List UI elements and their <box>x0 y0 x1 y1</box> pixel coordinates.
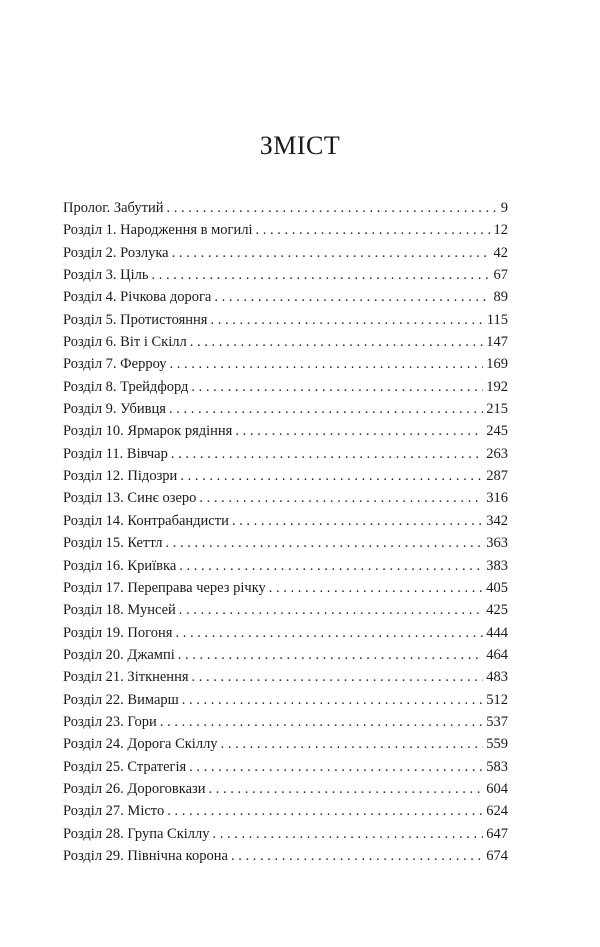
toc-dot-leader <box>199 490 483 507</box>
toc-entry <box>63 222 508 244</box>
toc-entry <box>63 334 508 356</box>
toc-entry-label: Розділ 11. Вівчар <box>63 445 168 462</box>
toc-entry-page-number: 559 <box>486 736 508 753</box>
toc-entry-label: Розділ 14. Контрабандисти <box>63 512 229 529</box>
toc-entry-label: Розділ 23. Гори <box>63 713 157 730</box>
toc-entry-page-number: 363 <box>486 535 508 552</box>
toc-entry-page-number: 316 <box>486 490 508 507</box>
toc-entry-label: Розділ 1. Народження в могилі <box>63 222 253 239</box>
toc-entry-page-number: 483 <box>486 669 508 686</box>
toc-entry <box>63 759 508 781</box>
toc-entry-page-number: 647 <box>486 825 508 842</box>
toc-dot-leader <box>166 535 484 552</box>
toc-dot-leader <box>178 647 484 664</box>
toc-entry <box>63 669 508 691</box>
toc-entry <box>63 379 508 401</box>
toc-dot-leader <box>179 558 483 575</box>
toc-entry-page-number: 147 <box>486 334 508 351</box>
toc-entry-page-number: 12 <box>493 222 508 239</box>
toc-entry-page-number: 67 <box>493 267 508 284</box>
toc-entry-label: Розділ 12. Підозри <box>63 468 178 485</box>
toc-entry-label: Пролог. Забутий <box>63 200 164 216</box>
toc-entry-label: Розділ 9. Убивця <box>63 401 166 418</box>
toc-entry-label: Розділ 3. Ціль <box>63 267 149 284</box>
toc-dot-leader <box>231 848 483 865</box>
toc-entry-label: Розділ 2. Розлука <box>63 244 169 261</box>
toc-entry-page-number: 287 <box>486 468 508 485</box>
toc-entry-label: Розділ 7. Ферроу <box>63 356 167 373</box>
toc-entry <box>63 781 508 803</box>
toc-dot-leader <box>232 513 483 530</box>
toc-entry <box>63 826 508 848</box>
toc-entry <box>63 625 508 647</box>
toc-entry-label: Розділ 27. Місто <box>63 803 165 820</box>
toc-entry <box>63 535 508 557</box>
toc-entry-page-number: 674 <box>486 847 508 864</box>
toc-entry <box>63 513 508 535</box>
toc-entry <box>63 423 508 445</box>
toc-entry-label: Розділ 25. Стратегія <box>63 758 187 775</box>
toc-entry-page-number: 342 <box>486 512 508 529</box>
toc-entry-label: Розділ 4. Річкова дорога <box>63 289 212 306</box>
toc-entry <box>63 289 508 311</box>
toc-entry-label: Розділ 5. Протистояння <box>63 311 208 328</box>
toc-entry-label: Розділ 20. Джампі <box>63 646 175 663</box>
toc-entry <box>63 602 508 624</box>
toc-dot-leader <box>180 468 483 485</box>
page-title: ЗМІСТ <box>259 131 341 160</box>
toc-entry-page-number: 604 <box>486 780 508 797</box>
toc-entry-page-number: 245 <box>486 423 508 440</box>
toc-entry-page-number: 425 <box>486 602 508 619</box>
toc-entry-page-number: 383 <box>486 557 508 574</box>
toc-entry-label: Розділ 24. Дорога Скіллу <box>63 736 218 753</box>
toc-entry <box>63 267 508 289</box>
toc-entry <box>63 714 508 736</box>
toc-dot-leader <box>189 759 483 776</box>
toc-dot-leader <box>235 423 483 440</box>
toc-entry-label: Розділ 26. Дороговкази <box>63 780 206 797</box>
toc-dot-leader <box>169 401 483 418</box>
toc-entry-label: Розділ 10. Ярмарок рядіння <box>63 423 233 440</box>
toc-dot-leader <box>210 312 483 329</box>
toc-dot-leader <box>209 781 484 798</box>
toc-entry-page-number: 583 <box>486 758 508 775</box>
toc-entry <box>63 200 508 222</box>
toc-entry <box>63 245 508 267</box>
toc-entry <box>63 446 508 468</box>
toc-entry-page-number: 42 <box>493 244 508 261</box>
toc-dot-leader <box>269 580 483 597</box>
toc-dot-leader <box>192 669 484 686</box>
toc-entry-page-number: 192 <box>486 378 508 395</box>
toc-entry-label: Розділ 28. Група Скіллу <box>63 825 210 842</box>
toc-dot-leader <box>171 446 483 463</box>
toc-entry-label: Розділ 21. Зіткнення <box>63 669 189 686</box>
toc-entry <box>63 312 508 334</box>
toc-dot-leader <box>191 379 483 396</box>
toc-entry-label: Розділ 29. Північна корона <box>63 847 228 864</box>
toc-entry-page-number: 405 <box>486 579 508 596</box>
toc-entry-page-number: 115 <box>486 311 508 328</box>
toc-entry-label: Розділ 17. Переправа через річку <box>63 579 266 596</box>
toc-entry-page-number: 464 <box>486 646 508 663</box>
toc-entry <box>63 803 508 825</box>
toc-dot-leader <box>221 736 484 753</box>
toc-entry-label: Розділ 13. Синє озеро <box>63 490 197 507</box>
toc-entry <box>63 558 508 580</box>
toc-entry <box>63 490 508 512</box>
toc-entry-page-number: 263 <box>486 445 508 462</box>
toc-dot-leader <box>182 692 483 709</box>
table-of-contents <box>63 200 508 870</box>
toc-dot-leader <box>175 625 483 642</box>
toc-entry-page-number: 9 <box>500 200 508 216</box>
toc-entry-page-number: 89 <box>493 289 508 306</box>
toc-dot-leader <box>214 289 490 306</box>
toc-dot-leader <box>172 245 491 262</box>
toc-dot-leader <box>167 803 483 820</box>
toc-entry <box>63 356 508 378</box>
toc-dot-leader <box>166 200 497 217</box>
toc-entry-label: Розділ 15. Кеттл <box>63 535 163 552</box>
toc-dot-leader <box>170 356 484 373</box>
toc-dot-leader <box>256 222 491 239</box>
toc-entry-page-number: 512 <box>486 691 508 708</box>
toc-entry <box>63 401 508 423</box>
toc-entry-page-number: 215 <box>486 401 508 418</box>
toc-entry <box>63 468 508 490</box>
toc-entry-label: Розділ 6. Віт і Скілл <box>63 334 187 351</box>
toc-entry-page-number: 537 <box>486 713 508 730</box>
toc-entry <box>63 647 508 669</box>
toc-entry-label: Розділ 16. Криївка <box>63 557 177 574</box>
toc-entry-page-number: 444 <box>486 624 508 641</box>
toc-entry <box>63 736 508 758</box>
toc-entry-label: Розділ 19. Погоня <box>63 624 173 641</box>
toc-dot-leader <box>152 267 491 284</box>
toc-dot-leader <box>190 334 484 351</box>
toc-entry-page-number: 169 <box>486 356 508 373</box>
toc-entry <box>63 848 508 870</box>
toc-entry <box>63 580 508 602</box>
toc-entry-page-number: 624 <box>486 803 508 820</box>
toc-entry <box>63 692 508 714</box>
toc-entry-label: Розділ 22. Вимарш <box>63 691 179 708</box>
toc-dot-leader <box>179 602 483 619</box>
toc-dot-leader <box>160 714 483 731</box>
toc-entry-label: Розділ 18. Мунсей <box>63 602 176 619</box>
toc-entry-label: Розділ 8. Трейдфорд <box>63 378 189 395</box>
toc-dot-leader <box>213 826 484 843</box>
